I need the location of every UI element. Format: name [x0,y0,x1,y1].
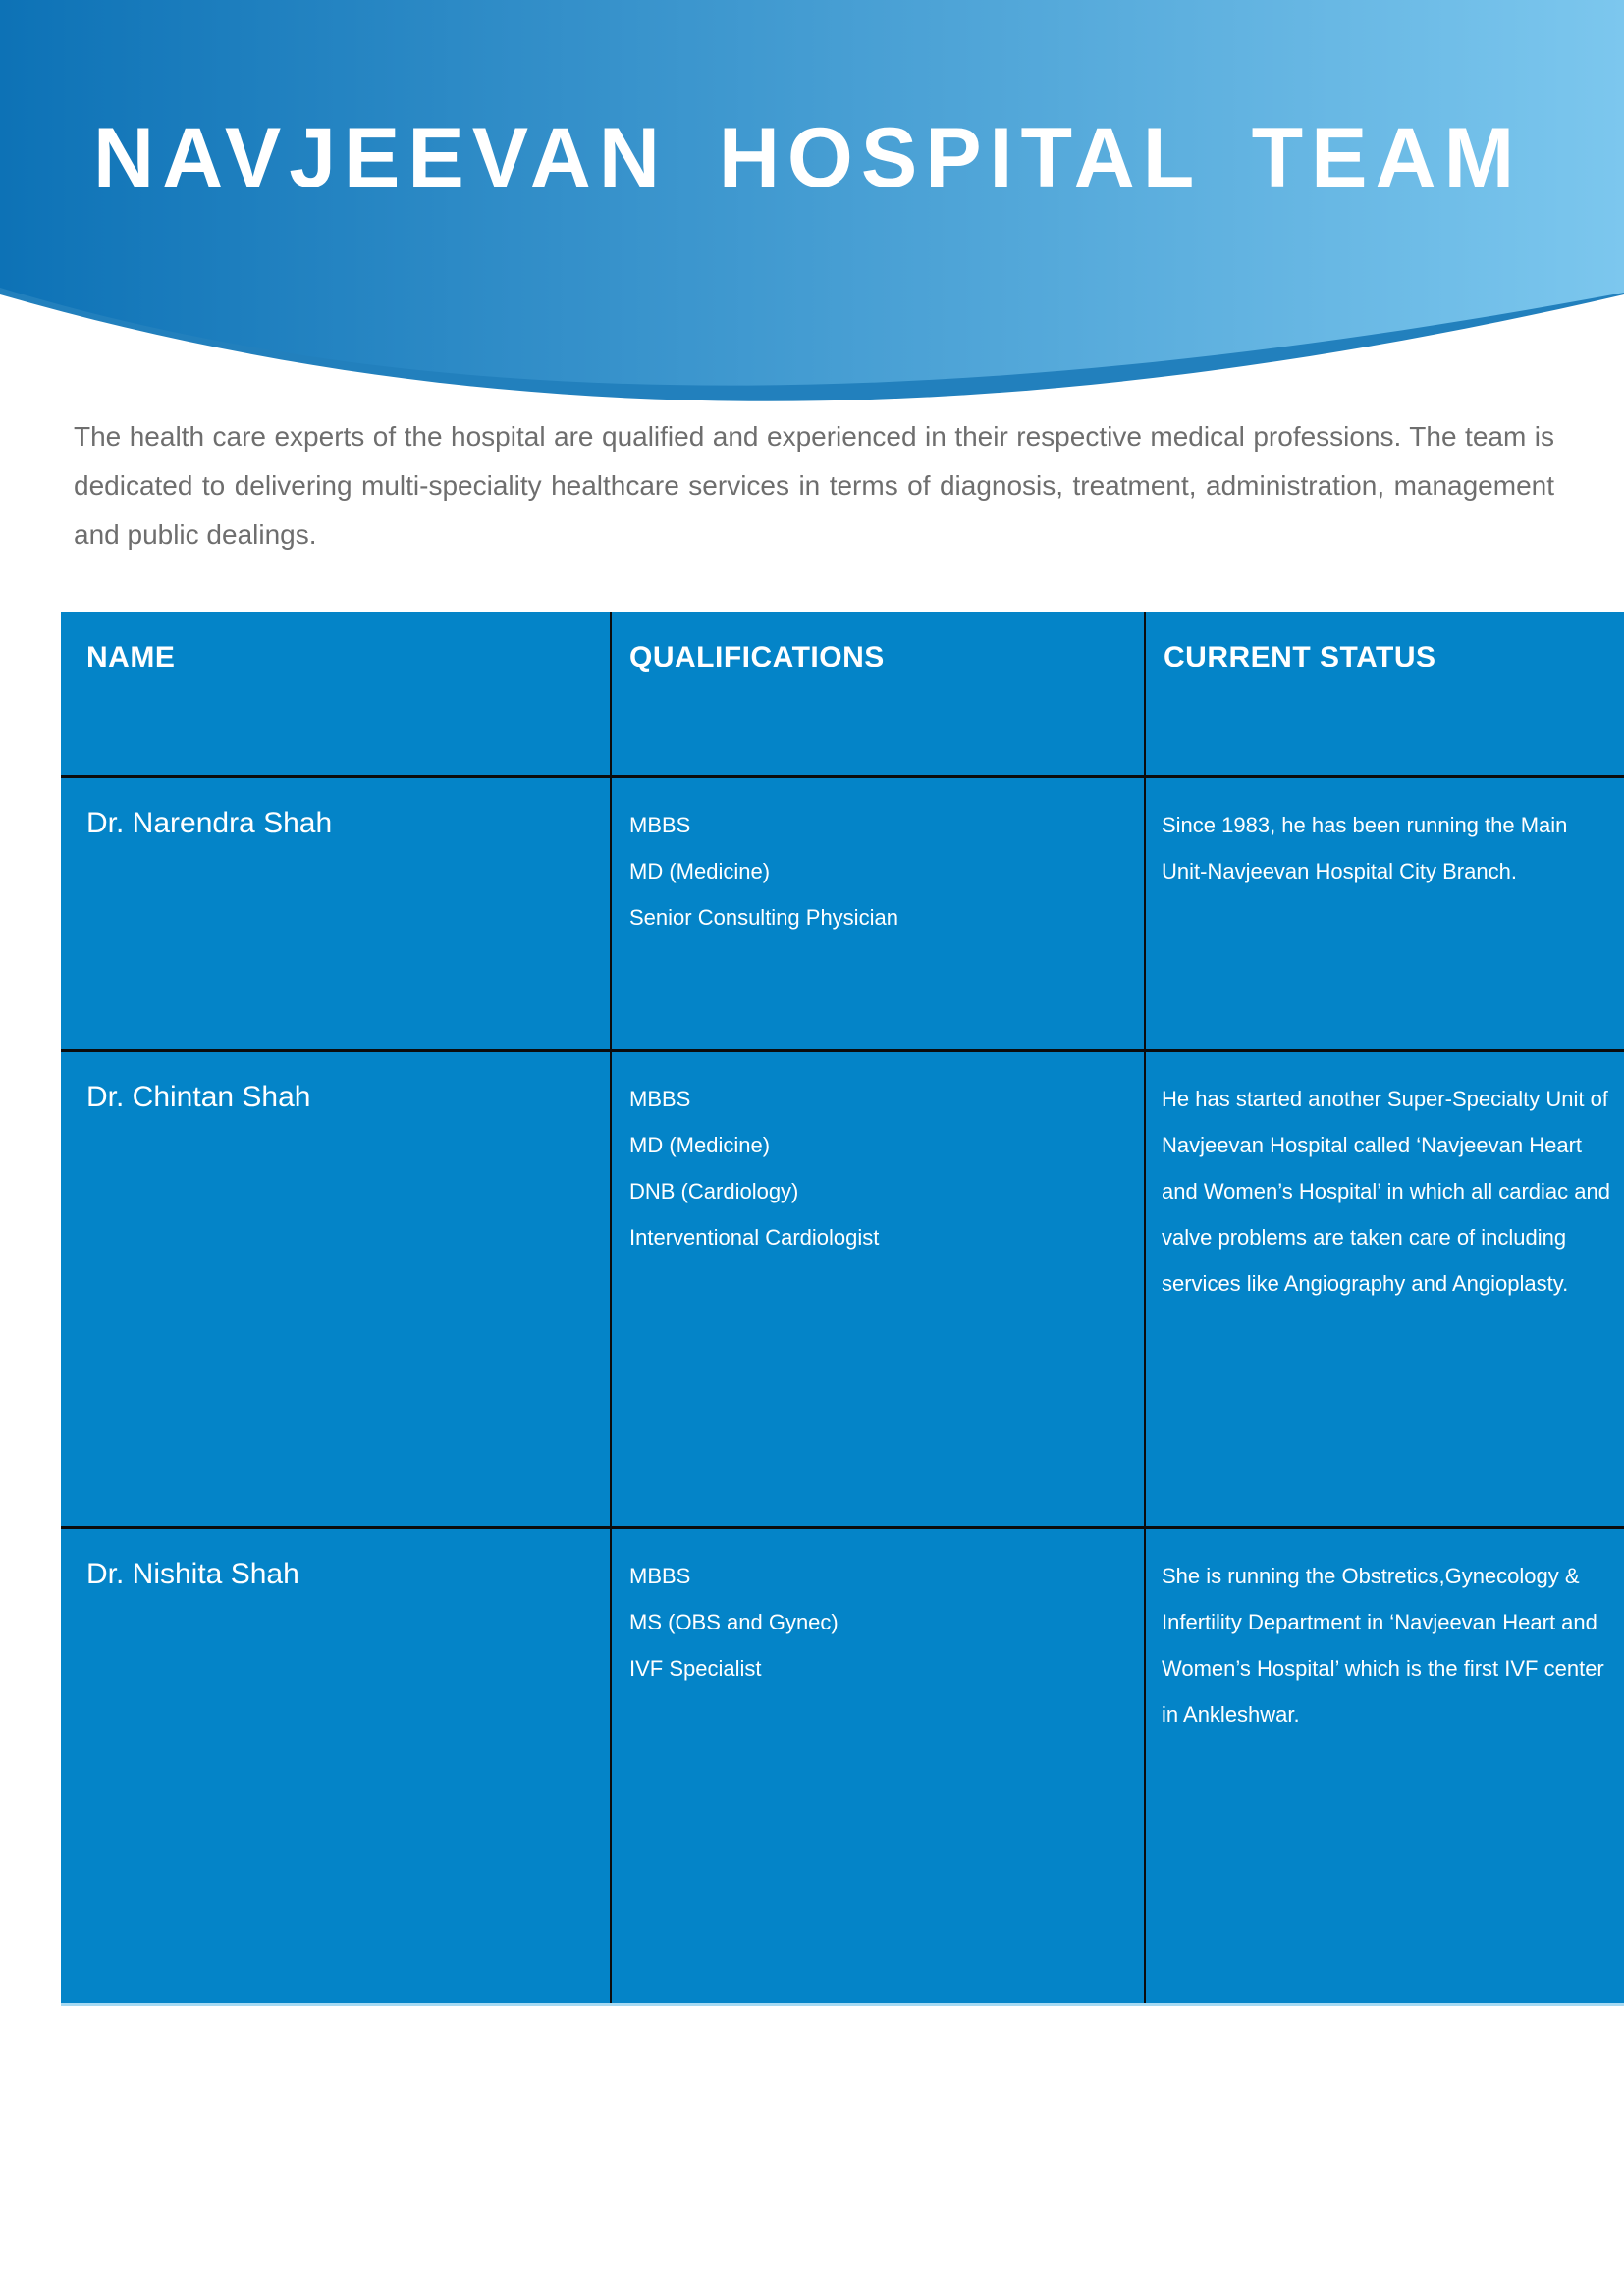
doctor-name-cell [61,1527,611,2004]
page-title: NAVJEEVAN HOSPITAL TEAM [93,111,1523,205]
table-header-row [61,612,1624,776]
qualifications-cell [611,1050,1145,1527]
qualification-line: MBBS [629,1086,691,1111]
qualifications-cell [611,1527,1145,2004]
doctor-name: Dr. Nishita Shah [86,1557,299,1590]
qualification-line: MBBS [629,812,691,837]
status-cell [1145,776,1624,1050]
header-wave [0,0,1624,412]
table-row [61,776,1624,1050]
status-cell [1145,1050,1624,1527]
qualification-line: MBBS [629,1563,691,1588]
doctor-name-cell [61,776,611,1050]
status-text: She is running the Obstretics,Gynecology & Infertility Department in ‘Navjeevan Heart and Women’s Hospital’ which is the first IVF center in Ankleshwar. [1162,1563,1604,1727]
col-header-status: CURRENT STATUS [1145,612,1624,776]
col-header-name: NAME [86,641,176,673]
status-text: Since 1983, he has been running the Main Unit-Navjeevan Hospital City Branch. [1162,812,1568,883]
qualifications-cell [611,776,1145,1050]
qualification-line: MD (Medicine) [629,1132,771,1157]
status-text: He has started another Super-Specialty Unit of Navjeevan Hospital called ‘Navjeevan Heart and Women’s Hospital’ in which all cardiac and valve problems are taken care of including services like Angiography and Angioplasty. [1162,1086,1610,1296]
qualification-line: IVF Specialist [629,1655,762,1681]
status-cell [1145,1527,1624,2004]
col-header-qualifications: QUALIFICATIONS [611,612,1145,776]
header-banner [0,0,1624,412]
table-row [61,1050,1624,1527]
doctor-name: Dr. Narendra Shah [86,806,333,839]
qualification-line: MD (Medicine) [629,858,771,883]
intro-paragraph: The health care experts of the hospital are qualified and experienced in their respective medical professions. The team is dedicated to delivering multi-speciality healthcare services in terms of diagnosis, treatment, administration, management and public dealings. [74,421,1554,550]
doctor-name: Dr. Chintan Shah [86,1080,311,1113]
qualification-line: DNB (Cardiology) [629,1178,799,1203]
doctor-name-cell [61,1050,611,1527]
team-table [61,612,1624,2006]
qualification-line: Interventional Cardiologist [629,1224,880,1250]
table-row [61,1527,1624,2004]
team-table-body [61,776,1624,2004]
qualification-line: MS (OBS and Gynec) [629,1609,839,1634]
qualification-line: Senior Consulting Physician [629,904,898,930]
